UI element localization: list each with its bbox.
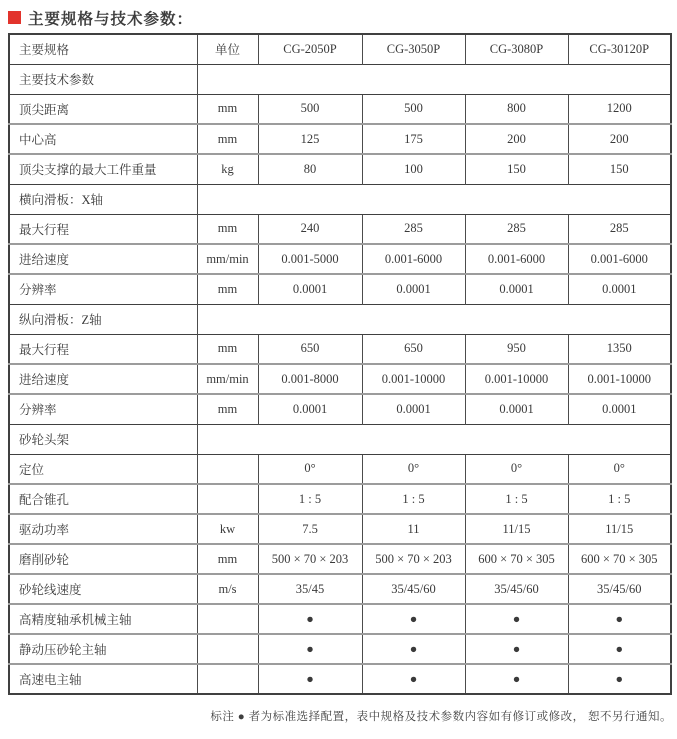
table-row — [9, 514, 671, 544]
value-cell: ● — [568, 604, 671, 634]
value-cell: 0° — [362, 454, 465, 484]
value-cell: 200 — [568, 124, 671, 154]
table-row — [9, 604, 671, 634]
table-row — [9, 94, 671, 124]
value-cell: 0.001-10000 — [362, 364, 465, 394]
value-cell: 500 × 70 × 203 — [362, 544, 465, 574]
unit-cell: mm — [197, 334, 258, 364]
value-cell: 0.0001 — [465, 274, 568, 304]
value-cell: ● — [568, 634, 671, 664]
value-cell: 0.001-10000 — [465, 364, 568, 394]
unit-cell: kg — [197, 154, 258, 184]
unit-cell: mm — [197, 544, 258, 574]
value-cell: 0.0001 — [362, 274, 465, 304]
value-cell: 150 — [568, 154, 671, 184]
value-cell: 0.001-6000 — [568, 244, 671, 274]
unit-cell: m/s — [197, 574, 258, 604]
unit-cell: mm/min — [197, 364, 258, 394]
table-row — [9, 244, 671, 274]
value-cell: ● — [465, 664, 568, 694]
value-cell: 0.001-8000 — [258, 364, 362, 394]
unit-cell: mm — [197, 124, 258, 154]
page-title-text: 主要规格与技术参数： — [28, 10, 194, 28]
value-cell: 150 — [465, 154, 568, 184]
table-row — [9, 274, 671, 304]
value-cell: 500 — [258, 94, 362, 124]
value-cell: 0.0001 — [568, 394, 671, 424]
value-cell: ● — [568, 664, 671, 694]
value-cell: 1 : 5 — [568, 484, 671, 514]
row-label: 砂轮线速度 — [9, 574, 197, 604]
value-cell: 500 × 70 × 203 — [258, 544, 362, 574]
table-row — [9, 544, 671, 574]
value-cell: 500 — [362, 94, 465, 124]
value-cell: 1 : 5 — [258, 484, 362, 514]
value-cell: 0.0001 — [362, 394, 465, 424]
table-row — [9, 574, 671, 604]
unit-cell: mm — [197, 214, 258, 244]
value-cell: 285 — [568, 214, 671, 244]
value-cell: 11 — [362, 514, 465, 544]
value-cell: 0.0001 — [568, 274, 671, 304]
value-cell: 0.001-6000 — [465, 244, 568, 274]
value-cell: 11/15 — [568, 514, 671, 544]
row-label: 分辨率 — [9, 274, 197, 304]
value-cell: 11/15 — [465, 514, 568, 544]
value-cell: ● — [258, 634, 362, 664]
value-cell: 125 — [258, 124, 362, 154]
table-row — [9, 214, 671, 244]
row-label: 主要技术参数 — [9, 64, 197, 94]
row-label: 高速电主轴 — [9, 664, 197, 694]
unit-cell: mm — [197, 274, 258, 304]
value-cell: 35/45/60 — [568, 574, 671, 604]
row-label: 高精度轴承机械主轴 — [9, 604, 197, 634]
value-cell: 1350 — [568, 334, 671, 364]
section-merged-cell — [197, 64, 671, 94]
row-label: 横向滑板：X轴 — [9, 184, 197, 214]
row-label: 驱动功率 — [9, 514, 197, 544]
table-row — [9, 454, 671, 484]
table-row — [9, 664, 671, 694]
table-row — [9, 634, 671, 664]
section-row — [9, 424, 671, 454]
spec-table — [8, 33, 672, 695]
table-row — [9, 394, 671, 424]
value-cell: 285 — [465, 214, 568, 244]
section-merged-cell — [197, 304, 671, 334]
row-label: 最大行程 — [9, 214, 197, 244]
header-model-cg30120p: CG-30120P — [568, 34, 671, 64]
value-cell: 7.5 — [258, 514, 362, 544]
value-cell: 285 — [362, 214, 465, 244]
value-cell: 650 — [362, 334, 465, 364]
value-cell: 80 — [258, 154, 362, 184]
unit-cell — [197, 604, 258, 634]
value-cell: ● — [258, 604, 362, 634]
unit-cell — [197, 484, 258, 514]
value-cell: 175 — [362, 124, 465, 154]
value-cell: ● — [362, 634, 465, 664]
row-label: 最大行程 — [9, 334, 197, 364]
section-merged-cell — [197, 184, 671, 214]
value-cell: 950 — [465, 334, 568, 364]
row-label: 顶尖距离 — [9, 94, 197, 124]
row-label: 定位 — [9, 454, 197, 484]
row-label: 磨削砂轮 — [9, 544, 197, 574]
header-model-cg3080p: CG-3080P — [465, 34, 568, 64]
table-row — [9, 124, 671, 154]
row-label: 进给速度 — [9, 364, 197, 394]
table-row — [9, 154, 671, 184]
section-row — [9, 64, 671, 94]
table-row — [9, 364, 671, 394]
value-cell: 0° — [568, 454, 671, 484]
value-cell: ● — [362, 604, 465, 634]
row-label: 进给速度 — [9, 244, 197, 274]
header-model-cg3050p: CG-3050P — [362, 34, 465, 64]
value-cell: 0.0001 — [258, 394, 362, 424]
row-label: 配合锥孔 — [9, 484, 197, 514]
value-cell: 100 — [362, 154, 465, 184]
value-cell: 35/45 — [258, 574, 362, 604]
value-cell: 35/45/60 — [465, 574, 568, 604]
unit-cell: mm — [197, 94, 258, 124]
unit-cell: mm — [197, 394, 258, 424]
header-model-cg2050p: CG-2050P — [258, 34, 362, 64]
section-row — [9, 184, 671, 214]
value-cell: 35/45/60 — [362, 574, 465, 604]
value-cell: 800 — [465, 94, 568, 124]
value-cell: 650 — [258, 334, 362, 364]
value-cell: 1200 — [568, 94, 671, 124]
value-cell: ● — [465, 634, 568, 664]
table-row — [9, 334, 671, 364]
value-cell: 0.001-10000 — [568, 364, 671, 394]
value-cell: 1 : 5 — [362, 484, 465, 514]
value-cell: 1 : 5 — [465, 484, 568, 514]
row-label: 静动压砂轮主轴 — [9, 634, 197, 664]
header-spec-label: 主要规格 — [19, 43, 70, 58]
page-title — [0, 0, 677, 28]
row-label: 分辨率 — [9, 394, 197, 424]
unit-cell — [197, 634, 258, 664]
unit-cell — [197, 454, 258, 484]
value-cell: ● — [362, 664, 465, 694]
value-cell: 0.0001 — [258, 274, 362, 304]
value-cell: 600 × 70 × 305 — [465, 544, 568, 574]
value-cell: 0.001-6000 — [362, 244, 465, 274]
row-label: 砂轮头架 — [9, 424, 197, 454]
value-cell: 0° — [465, 454, 568, 484]
section-merged-cell — [197, 424, 671, 454]
value-cell: 0.001-5000 — [258, 244, 362, 274]
value-cell: 240 — [258, 214, 362, 244]
value-cell: ● — [258, 664, 362, 694]
row-label: 纵向滑板：Z轴 — [9, 304, 197, 334]
unit-cell: kw — [197, 514, 258, 544]
table-row — [9, 484, 671, 514]
section-row — [9, 304, 671, 334]
unit-cell: mm/min — [197, 244, 258, 274]
value-cell: 0° — [258, 454, 362, 484]
red-square-bullet-icon — [8, 11, 21, 24]
row-label: 顶尖支撑的最大工件重量 — [9, 154, 197, 184]
unit-cell — [197, 664, 258, 694]
table-header-row — [9, 34, 671, 64]
row-label: 中心高 — [9, 124, 197, 154]
value-cell: 600 × 70 × 305 — [568, 544, 671, 574]
value-cell: 0.0001 — [465, 394, 568, 424]
header-unit: 单位 — [197, 34, 258, 64]
footnote: 标注 ● 者为标准选择配置，表中规格及技术参数内容如有修订或修改， 恕不另行通知。 — [210, 711, 672, 723]
value-cell: 200 — [465, 124, 568, 154]
value-cell: ● — [465, 604, 568, 634]
